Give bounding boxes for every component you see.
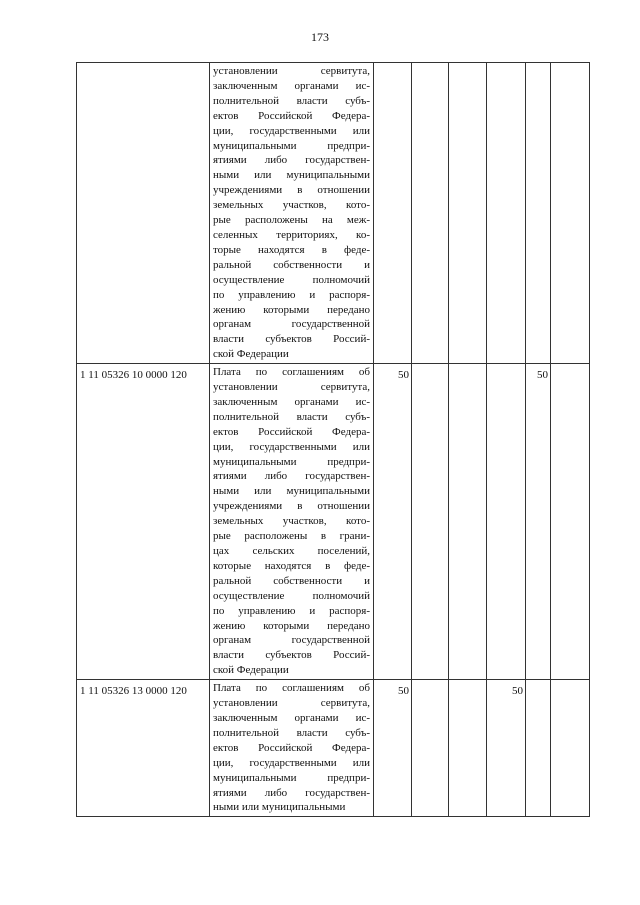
amount-cell	[526, 63, 551, 364]
page-number: 173	[311, 30, 329, 44]
description-line: цах сельских поселений,	[213, 545, 370, 557]
description-line: жению которыми передано	[213, 619, 370, 632]
description-line: ятиями либо государствен-	[213, 154, 370, 167]
revenue-code-cell	[77, 63, 210, 364]
amount-cell: 50	[374, 364, 412, 680]
description-line: установлении сервитута,	[213, 381, 370, 394]
description-line: ции, государственными или	[213, 756, 370, 769]
revenue-code-cell: 1 11 05326 10 0000 120	[77, 364, 210, 680]
revenue-description-cell	[210, 680, 374, 817]
description-line: полнительной власти субъ-	[213, 94, 370, 107]
description-line: Плата по соглашениям об	[213, 682, 370, 695]
amount-cell: 50	[374, 680, 412, 817]
description-line: ции, государственными или	[213, 124, 370, 137]
amount-cell	[449, 680, 487, 817]
description-line: Плата по соглашениям об	[213, 366, 370, 379]
amount-cell	[412, 680, 449, 817]
description-line: земельных участков, кото-	[213, 515, 370, 528]
revenue-code-cell: 1 11 05326 13 0000 120	[77, 680, 210, 817]
description-line: ектов Российской Федера-	[213, 109, 370, 122]
amount-cell: 50	[487, 680, 526, 817]
description-line: муниципальными предпри-	[213, 771, 370, 784]
description-line: торые находятся в феде-	[213, 243, 370, 256]
description-line: ской Федерации	[213, 348, 289, 361]
description-line: полнительной власти субъ-	[213, 726, 370, 739]
amount-cell	[374, 63, 412, 364]
description-line: ции, государственными или	[213, 440, 370, 453]
revenue-table	[76, 62, 590, 817]
amount-cell	[551, 63, 590, 364]
description-line: заключенным органами ис-	[213, 711, 370, 724]
description-line: власти субъектов Россий-	[213, 649, 370, 662]
description-line: ными или муниципальными	[213, 169, 370, 182]
description-line: осуществление полномочий	[213, 589, 370, 602]
revenue-description-cell	[210, 364, 374, 680]
description-line: заключенным органами ис-	[213, 395, 370, 408]
description-line: ными или муниципальными	[213, 801, 346, 814]
description-line: ральной собственности и	[213, 258, 370, 271]
description-line: власти субъектов Россий-	[213, 333, 370, 346]
description-line: учреждениями в отношении	[213, 184, 370, 197]
table-row	[77, 63, 590, 364]
table-row	[77, 680, 590, 817]
description-line: рые расположены в грани-	[213, 530, 370, 543]
description-line: ятиями либо государствен-	[213, 470, 370, 483]
description-line: которые находятся в феде-	[213, 559, 370, 572]
description-line: рые расположены на меж-	[213, 214, 370, 227]
description-line: ральной собственности и	[213, 574, 370, 587]
description-line: полнительной власти субъ-	[213, 410, 370, 423]
amount-cell	[551, 680, 590, 817]
amount-cell	[449, 63, 487, 364]
description-line: органам государственной	[213, 318, 370, 331]
description-line: заключенным органами ис-	[213, 79, 370, 92]
description-line: органам государственной	[213, 634, 370, 647]
amount-cell	[551, 364, 590, 680]
description-line: по управлению и распоря-	[213, 288, 370, 301]
amount-cell: 50	[526, 364, 551, 680]
description-line: ектов Российской Федера-	[213, 425, 370, 438]
amount-cell	[412, 364, 449, 680]
description-line: земельных участков, кото-	[213, 199, 370, 212]
description-line: установлении сервитута,	[213, 65, 370, 77]
description-line: ектов Российской Федера-	[213, 741, 370, 754]
table-row	[77, 364, 590, 680]
description-line: муниципальными предпри-	[213, 139, 370, 152]
revenue-description-cell	[210, 63, 374, 364]
description-line: ными или муниципальными	[213, 485, 370, 498]
description-line: учреждениями в отношении	[213, 500, 370, 513]
amount-cell	[487, 364, 526, 680]
amount-cell	[526, 680, 551, 817]
amount-cell	[487, 63, 526, 364]
description-line: ской Федерации	[213, 664, 289, 677]
description-line: установлении сервитута,	[213, 697, 370, 710]
description-line: муниципальными предпри-	[213, 455, 370, 468]
description-line: по управлению и распоря-	[213, 604, 370, 617]
amount-cell	[449, 364, 487, 680]
description-line: ятиями либо государствен-	[213, 786, 370, 799]
amount-cell	[412, 63, 449, 364]
description-line: осуществление полномочий	[213, 273, 370, 286]
description-line: селенных территориях, ко-	[213, 228, 370, 241]
description-line: жению которыми передано	[213, 303, 370, 316]
